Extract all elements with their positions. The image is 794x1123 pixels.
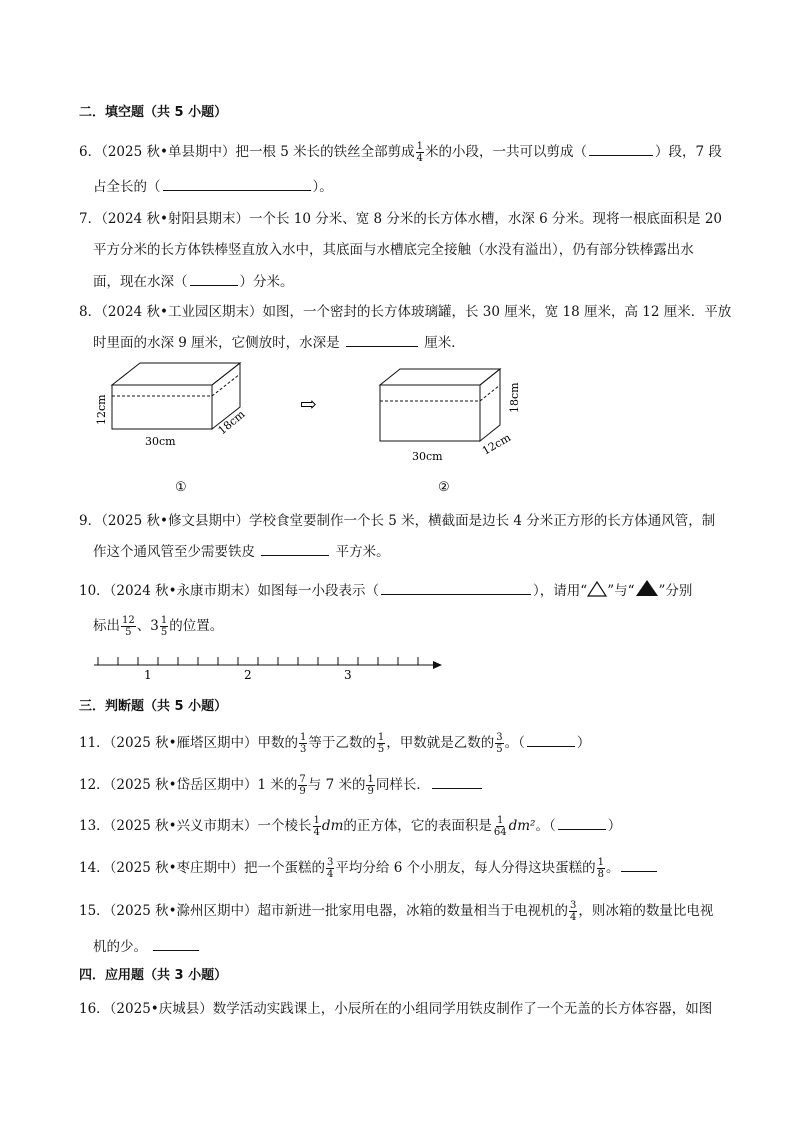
question-15-line-1: 15．（2025 秋•滁州区期中）超市新进一批家用电器，冰箱的数量相当于电视机的 $\frac{3}{4}$ ，则冰箱的数量比电视	[79, 900, 714, 923]
cuboid-figures	[80, 355, 540, 495]
question-11: 11．（2025 秋•雁塔区期中）甲数的 $\frac{1}{3}$ 等于乙数的 $\frac{1}{5}$ ，甲数就是乙数的 $\frac{3}{5}$ 。（ ）	[79, 732, 591, 755]
number-line	[90, 648, 450, 684]
answer-blank[interactable]	[346, 334, 418, 347]
tick-label-1: 1	[144, 668, 152, 682]
answer-blank[interactable]	[589, 143, 653, 156]
fig2-length-label: 30cm	[412, 450, 443, 463]
fig2-number: ②	[438, 480, 450, 495]
question-14: 14．（2025 秋•枣庄期中）把一个蛋糕的 $\frac{3}{4}$ 平均分给 6 个小朋友，每人分得这块蛋糕的 $\frac{1}{8}$ 。	[79, 856, 659, 880]
question-7-line-1: 7．（2024 秋•射阳县期末）一个长 10 分米、宽 8 分米的长方体水槽，水深 6 分米。现将一根底面积是 20	[79, 211, 723, 227]
question-7-line-2: 平方分米的长方体铁棒竖直放入水中，其底面与水槽底完全接触（水没有溢出），仍有部分铁棒露出水	[93, 242, 694, 258]
fig1-width-label: 18cm	[215, 407, 248, 438]
question-7-line-3: 面，现在水深（ ）分米。	[93, 274, 294, 290]
section-4-title: 四．应用题（共 3 小题）	[79, 968, 228, 983]
answer-blank[interactable]	[153, 938, 199, 951]
answer-blank[interactable]	[261, 543, 329, 556]
fig1-length-label: 30cm	[145, 435, 176, 448]
hollow-triangle-icon	[587, 581, 607, 597]
fig1-height-label: 12cm	[95, 394, 108, 425]
question-6-line-2: 占全长的（ ）。	[93, 179, 333, 195]
question-13: 13．（2025 秋•兴义市期末）一个棱长 $\frac{1}{4}$ dm的正方体，它的表面积是 $\frac{1}{64}$ dm²。（ ）	[79, 815, 622, 838]
answer-blank[interactable]	[432, 776, 482, 789]
answer-blank[interactable]	[190, 273, 238, 286]
answer-blank[interactable]	[621, 859, 657, 872]
section-3-title: 三．判断题（共 5 小题）	[79, 699, 228, 714]
tick-label-3: 3	[344, 668, 352, 682]
question-10-line-1: 10．（2024 秋•永康市期末）如图每一小段表示（ ），请用“ ”与“ ”分别	[79, 579, 692, 599]
fig2-height-label: 18cm	[508, 382, 521, 413]
tick-label-2: 2	[244, 668, 252, 682]
answer-blank[interactable]	[163, 178, 311, 191]
question-16-line-1: 16．（2025•庆城县）数学活动实践课上，小辰所在的小组同学用铁皮制作了一个无盖的长方体容器，如图	[79, 1001, 713, 1017]
question-15-line-2: 机的少。	[93, 935, 201, 955]
question-6-line-1: 6．（2025 秋•单县期中）把一根 5 米长的铁丝全部剪成 $\frac{1}{4}$ 米的小段，一共可以剪成（ ）段，7 段	[79, 141, 722, 164]
answer-blank[interactable]	[527, 734, 575, 747]
question-9-line-1: 9．（2025 秋•修文县期中）学校食堂要制作一个长 5 米，横截面是边长 4 分米正方形的长方体通风管，制	[79, 513, 716, 529]
answer-blank[interactable]	[558, 817, 606, 830]
fig1-number: ①	[175, 480, 187, 495]
question-12: 12．（2025 秋•岱岳区期中）1 米的 $\frac{7}{9}$ 与 7 米的 $\frac{1}{9}$ 同样长．	[79, 773, 484, 797]
answer-blank[interactable]	[381, 582, 531, 595]
solid-triangle-icon	[635, 579, 659, 597]
section-2-title: 二．填空题（共 5 小题）	[79, 105, 228, 120]
fig2-width-label: 12cm	[480, 431, 513, 458]
cuboid-figure-2	[380, 369, 500, 441]
cuboid-figure-1	[112, 363, 240, 429]
question-10-line-2: 标出 $\frac{12}{5}$ 、3 $\frac{1}{5}$ 的位置。	[93, 615, 224, 638]
question-8-line-1: 8．（2024 秋•工业园区期末）如图，一个密封的长方体玻璃罐，长 30 厘米，宽 18 厘米，高 12 厘米．平放	[79, 304, 732, 320]
question-8-line-2: 时里面的水深 9 厘米，它侧放时，水深是 厘米．	[93, 335, 465, 351]
question-9-line-2: 作这个通风管至少需要铁皮 平方米。	[93, 544, 390, 560]
transform-arrow: ⇨	[300, 392, 317, 416]
fraction: $\frac{1}{4}$	[416, 141, 423, 164]
